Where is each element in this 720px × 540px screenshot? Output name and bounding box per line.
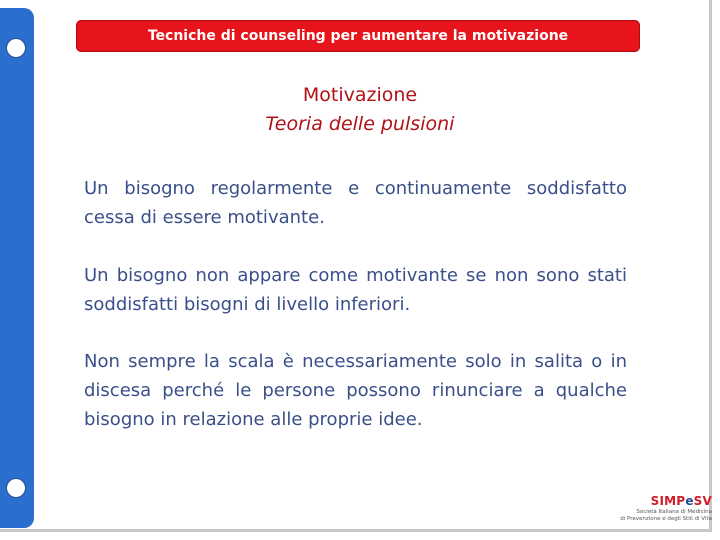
slide-title: Tecniche di counseling per aumentare la motivazione bbox=[147, 28, 569, 44]
binder-hole-top-icon bbox=[6, 38, 26, 58]
paragraph-1: Un bisogno regolarmente e continuamente soddisfatto cessa di essere motivante. bbox=[84, 178, 627, 228]
binder-hole-bottom-icon bbox=[6, 478, 26, 498]
logo-caption: Società Italiana di Medicina di Prevenzione e degli Stili di Vita bbox=[620, 509, 712, 522]
section-heading: Motivazione bbox=[302, 84, 418, 106]
title-banner bbox=[77, 21, 639, 51]
section-subtitle: Teoria delle pulsioni bbox=[265, 113, 455, 135]
left-binder-bar bbox=[0, 8, 34, 528]
paragraph-2: Un bisogno non appare come motivante se non sono stati soddisfatti bisogni di livello inferiori. bbox=[84, 265, 627, 315]
logo-wordmark: SIMPeSV bbox=[650, 494, 712, 508]
paragraph-3: Non sempre la scala è necessariamente solo in salita o in discesa perché le persone possono rinunciare a qualche bisogno in relazione alle proprie idee. bbox=[84, 351, 627, 430]
simpesv-logo bbox=[592, 494, 712, 530]
